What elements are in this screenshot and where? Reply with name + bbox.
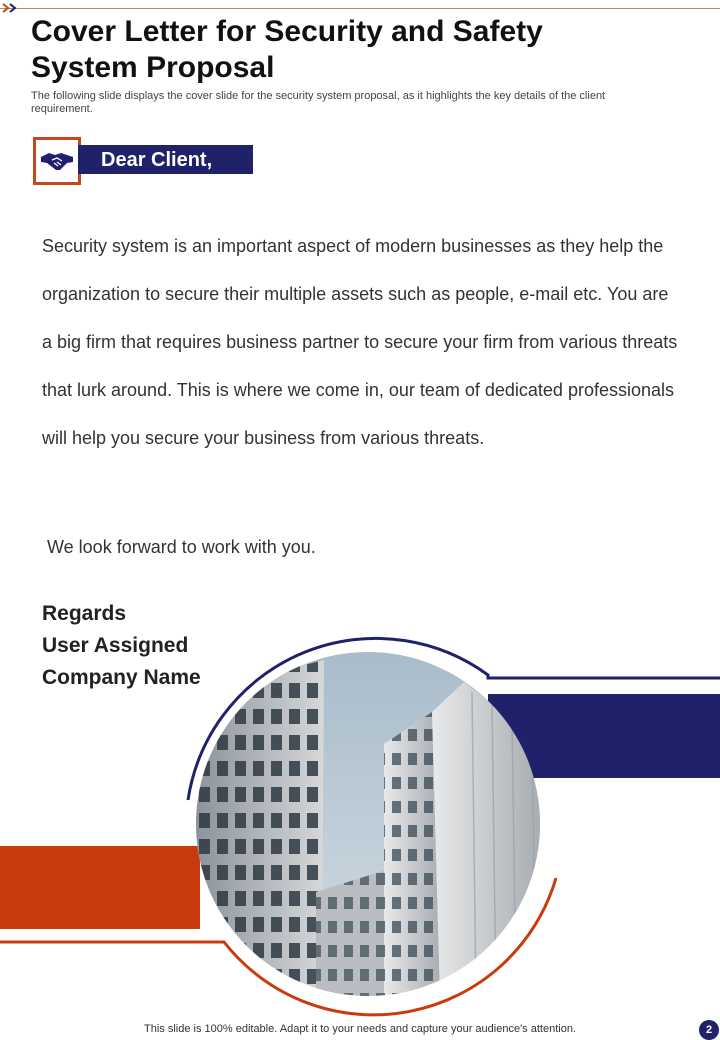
salutation-banner [78, 145, 253, 174]
signature-user: User Assigned [42, 634, 189, 657]
handshake-icon [40, 149, 74, 173]
page-subtitle: The following slide displays the cover slide for the security system proposal, as it highlights the key details of the client requirement. [31, 90, 606, 115]
top-divider-line [0, 8, 720, 9]
page-number: 2 [699, 1020, 719, 1040]
letter-body: Security system is an important aspect of modern businesses as they help the organization to secure their multiple assets such as people, e-mail etc. You are a big firm that requires business partner to secure your firm from various threats that lurk around. This is where we come in, our team of dedicated professionals will help you secure your business from various threats. [42, 236, 678, 448]
signature-company: Company Name [42, 666, 201, 689]
closing-line: We look forward to work with you. [47, 537, 316, 557]
footer-note: This slide is 100% editable. Adapt it to your needs and capture your audience's attention. [144, 1023, 576, 1035]
page-title: Cover Letter for Security and Safety System Proposal [31, 15, 543, 84]
building-photo [196, 652, 540, 996]
buildings-illustration [196, 652, 540, 996]
chevrons-right-icon [2, 2, 20, 14]
signature-regards: Regards [42, 602, 127, 625]
handshake-icon-box [33, 137, 81, 185]
salutation: Dear Client, [101, 149, 213, 171]
